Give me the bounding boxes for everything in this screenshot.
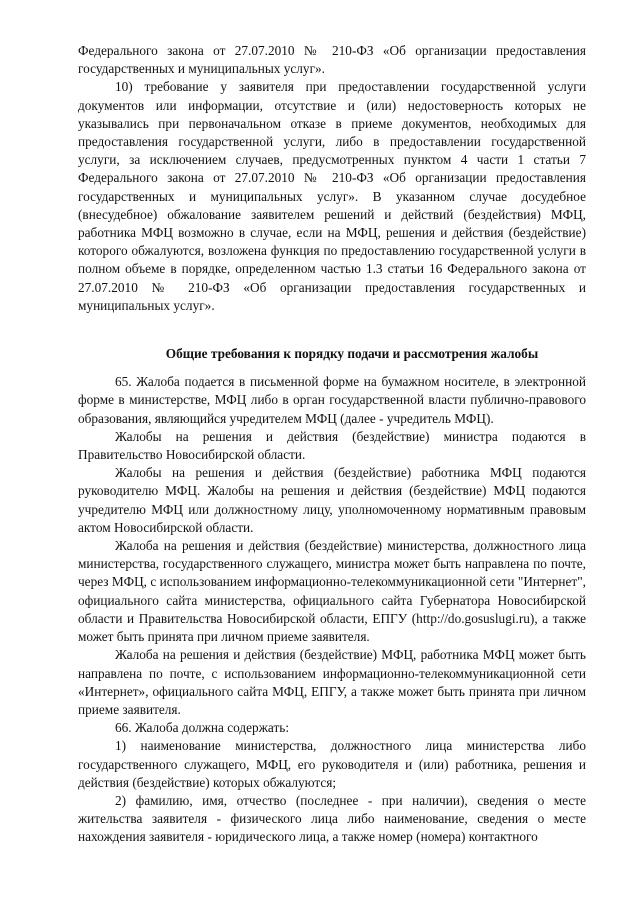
document-page [78, 42, 586, 847]
paragraph-minister-complaints: Жалобы на решения и действия (бездействие) министра подаются в Правительство Новосибирской области. [78, 428, 586, 463]
paragraph-66-item-2: 2) фамилию, имя, отчество (последнее - при наличии), сведения о месте жительства заявителя - физического лица либо наименование, сведения о месте нахождения заявителя - юридического лица, а также номер (номера) контактного [78, 792, 586, 845]
paragraph-law-reference-tail: Федерального закона от 27.07.2010 № 210-ФЗ «Об организации предоставления государственных и муниципальных услуг». [78, 43, 586, 77]
paragraph-mfc-complaint-channels: Жалоба на решения и действия (бездействие) МФЦ, работника МФЦ может быть направлена по почте, с использованием информационно-телекоммуникационной сети «Интернет», официального сайта МФЦ, ЕПГУ, а также может быть принята при личном приеме заявителя. [78, 647, 586, 717]
section-heading: Общие требования к порядку подачи и рассмотрения жалобы [165, 346, 539, 362]
paragraph-66-item-1: 1) наименование министерства, должностного лица министерства либо государственного служащего, МФЦ, его руководителя и (или) работника, решения и действия (бездействие) которых обжалуются; [78, 738, 586, 790]
paragraph-mfc-worker-complaints: Жалобы на решения и действия (бездействие) работника МФЦ подаются руководителю МФЦ. Жалобы на решения и действия (бездействие) МФЦ подаются учредителю МФЦ или должностному лицу, уполномоченному нормативным правовым актом Новосибирской области. [78, 465, 586, 535]
paragraph-ministry-complaint-channels: Жалоба на решения и действия (бездействие) министерства, должностного лица министерства, государственного служащего, министра может быть направлена по почте, через МФЦ, с использованием информационно-телекоммуникационной сети "Интернет", официального сайта министерства, официального сайта Губернатора Новосибирской области и Правительства Новосибирской области, ЕПГУ (http://do.gosuslugi.ru), а также может быть принята при личном приеме заявителя. [78, 538, 586, 645]
paragraph-item-10: 10) требование у заявителя при предоставлении государственной услуги документов или информации, отсутствие и (или) недостоверность которых не указывались при первоначальном отказе в приеме документов, необходимых для предоставления государственной услуги, либо в предоставлении государственной услуги, за исключением случаев, предусмотренных пунктом 4 части 1 статьи 7 Федерального закона от 27.07.2010 № 210-ФЗ «Об организации предоставления государственных и муниципальных услуг». В указанном случае досудебное (внесудебное) обжалование заявителем решений и действий (бездействия) МФЦ, работника МФЦ возможно в случае, если на МФЦ, решения и действия (бездействие) которого обжалуются, возложена функция по предоставлению государственной услуги в полном объеме в порядке, определенном частью 1.3 статьи 16 Федерального закона от 27.07.2010 № 210-ФЗ «Об организации предоставления государственных и муниципальных услуг». [78, 79, 586, 313]
paragraph-65: 65. Жалоба подается в письменной форме на бумажном носителе, в электронной форме в министерстве, МФЦ либо в орган государственной власти публично-правового образования, являющийся учредителем МФЦ (далее - учредитель МФЦ). [78, 374, 586, 426]
paragraph-66: 66. Жалоба должна содержать: [115, 720, 290, 736]
